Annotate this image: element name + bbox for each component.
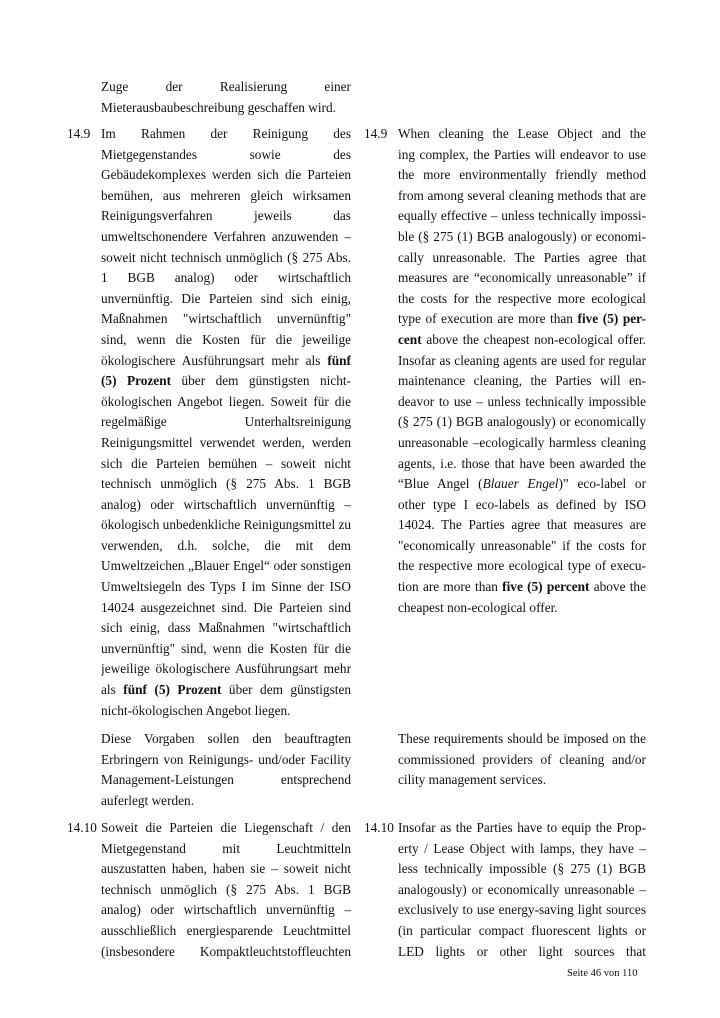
text-line: (5) Prozent über dem günstigsten nicht- xyxy=(101,373,351,389)
text-line: Umweltsiegeln des Typs I im Sinne der ISO xyxy=(101,579,351,595)
text-line: Insofar as cleaning agents are used for regular xyxy=(398,352,646,368)
text-line: ökologisch unbedenkliche Reinigungsmittel zu xyxy=(101,517,351,533)
text-line: agents, i.e. those that have been awarded the xyxy=(398,455,646,471)
section-number-14-10-de: 14.10 xyxy=(67,820,97,835)
section-14-9-de-text xyxy=(101,124,351,721)
text-line: the more environmentally friendly method xyxy=(398,167,646,183)
text-line: analog) oder wirtschaftlich unvernünftig – xyxy=(101,496,351,512)
text-line: auferlegt werden. xyxy=(101,792,195,808)
text-line: soweit nicht technisch unmöglich (§ 275 Abs. xyxy=(101,249,351,265)
section-number-14-9-de: 14.9 xyxy=(67,126,91,141)
text-line: sich einig, dass Maßnahmen "wirtschaftlich xyxy=(101,620,351,636)
text-line: technisch unmöglich (§ 275 Abs. 1 BGB xyxy=(101,881,351,897)
text-line: ing complex, the Parties will endeavor to use xyxy=(398,146,646,162)
page-number-footer: Seite 46 von 110 xyxy=(567,968,638,979)
text-line: cent above the cheapest non-ecological offer. xyxy=(398,331,646,347)
section-14-10-de-text xyxy=(101,818,351,962)
text-line: exclusively to use energy-saving light sources xyxy=(398,902,646,918)
text-line: ökologischen Angebot liegen. Soweit für die xyxy=(101,393,351,409)
text-line: nicht-ökologischen Angebot liegen. xyxy=(101,702,291,718)
section-14-9-en-text xyxy=(398,124,646,618)
text-line: unreasonable –ecologically harmless cleaning xyxy=(398,434,646,450)
text-line: measures are “economically unreasonable” if xyxy=(398,270,646,286)
text-line: Umweltzeichen „Blauer Engel“ oder sonstigen xyxy=(101,558,351,574)
section-number-14-10-en: 14.10 xyxy=(364,820,394,835)
text-line: Diese Vorgaben sollen den beauftragten xyxy=(101,731,351,746)
text-line: the costs for the respective more ecological xyxy=(398,290,646,306)
text-line: Maßnahmen "wirtschaftlich unvernünftig" xyxy=(101,311,351,327)
text-line: 14024. The Parties agree that measures are xyxy=(398,517,646,533)
text-line: tion are more than five (5) percent above the xyxy=(398,579,646,595)
text-line: analog) oder wirtschaftlich unvernünftig – xyxy=(101,902,351,918)
text-line: (in particular compact fluorescent lights or xyxy=(398,922,646,938)
section-14-9-de-text-2 xyxy=(101,729,351,811)
text-line: als fünf (5) Prozent über dem günstigsten xyxy=(101,682,351,698)
text-line: Reinigungsmittel verwendet werden, werden xyxy=(101,434,351,450)
text-line: (insbesondere Kompaktleuchtstofflеuchten xyxy=(101,943,351,959)
text-line: Insofar as the Parties have to equip the Prop- xyxy=(398,820,646,835)
text-line: auszustatten haben, haben sie – soweit nicht xyxy=(101,861,351,877)
text-line: bemühen, aus mehreren gleich wirksamen xyxy=(101,187,351,203)
text-line: Im Rahmen der Reinigung des xyxy=(101,126,351,141)
text-line: Reinigungsverfahren jeweils das xyxy=(101,208,351,224)
text-line: ökologischere Ausführungsart mehr als fünf xyxy=(101,352,351,368)
text-line: sind, wenn die Kosten für die jeweilige xyxy=(101,331,351,347)
text-line: LED lights or other light sources that xyxy=(398,943,646,959)
section-14-10-en-text xyxy=(398,818,646,962)
text-line: ausschließlich energiesparende Leuchtmittel xyxy=(101,922,351,938)
text-line: Management-Leistungen entsprechend xyxy=(101,772,351,788)
text-line: cally unreasonable. The Parties agree that xyxy=(398,249,646,265)
text-line: verwenden, d.h. solche, die mit dem xyxy=(101,537,351,553)
text-line: regelmäßige Unterhaltsreinigung xyxy=(101,414,351,430)
text-line: type of execution are more than five (5) per- xyxy=(398,311,646,327)
text-line: the respective more ecological type of execu- xyxy=(398,558,646,574)
text-line: other type I eco-labels as defined by ISO xyxy=(398,496,646,512)
text-line: umweltschonendere Verfahren anzuwenden – xyxy=(101,228,351,244)
text-line: Erbringern von Reinigungs- und/oder Facility xyxy=(101,751,351,767)
text-line: Mietgegenstand mit Leuchtmitteln xyxy=(101,840,351,856)
text-line: from among several cleaning methods that are xyxy=(398,187,646,203)
text-line: 1 BGB analog) oder wirtschaftlich xyxy=(101,270,351,286)
text-line: ble (§ 275 (1) BGB analogously) or economi- xyxy=(398,228,646,244)
section-number-14-9-en: 14.9 xyxy=(364,126,388,141)
text-line: Zuge der Realisierung einer xyxy=(101,79,351,94)
text-line: “Blue Angel (Blauer Engel)” eco-label or xyxy=(398,476,646,492)
text-line: cheapest non-ecological offer. xyxy=(398,599,558,615)
text-line: Gebäudekomplexes werden sich die Parteien xyxy=(101,167,351,183)
text-line: Mieterausbaubeschreibung geschaffen wird. xyxy=(101,99,336,115)
text-line: equally effective – unless technically impossi- xyxy=(398,208,646,224)
left-cont xyxy=(101,77,351,118)
text-line: less technically impossible (§ 275 (1) BGB xyxy=(398,861,646,877)
text-line: unvernünftig. Die Parteien sind sich einig, xyxy=(101,290,351,306)
text-line: (§ 275 (1) BGB analogously) or economically xyxy=(398,414,646,430)
text-line: When cleaning the Lease Object and the xyxy=(398,126,646,141)
text-line: deavor to use – unless technically impossible xyxy=(398,393,646,409)
text-line: 14024 ausgezeichnet sind. Die Parteien sind xyxy=(101,599,351,615)
text-line: sich die Parteien bemühen – soweit nicht xyxy=(101,455,351,471)
section-14-9-en-text-2 xyxy=(398,729,646,791)
text-line: cility management services. xyxy=(398,772,547,788)
text-line: maintenance cleaning, the Parties will en- xyxy=(398,373,646,389)
text-line: "economically unreasonable" if the costs for xyxy=(398,537,646,553)
text-line: jeweilige ökologischere Ausführungsart mehr xyxy=(101,661,351,677)
text-line: unvernünftig" sind, wenn die Kosten für die xyxy=(101,640,351,656)
text-line: technisch unmöglich (§ 275 Abs. 1 BGB xyxy=(101,476,351,492)
text-line: commissioned providers of cleaning and/or xyxy=(398,751,646,767)
text-line: These requirements should be imposed on the xyxy=(398,731,646,746)
text-line: Soweit die Parteien die Liegenschaft / den xyxy=(101,820,351,835)
text-line: erty / Lease Object with lamps, they have – xyxy=(398,840,646,856)
text-line: Mietgegenstandes sowie des xyxy=(101,146,351,162)
text-line: analogously) or economically unreasonable – xyxy=(398,881,646,897)
